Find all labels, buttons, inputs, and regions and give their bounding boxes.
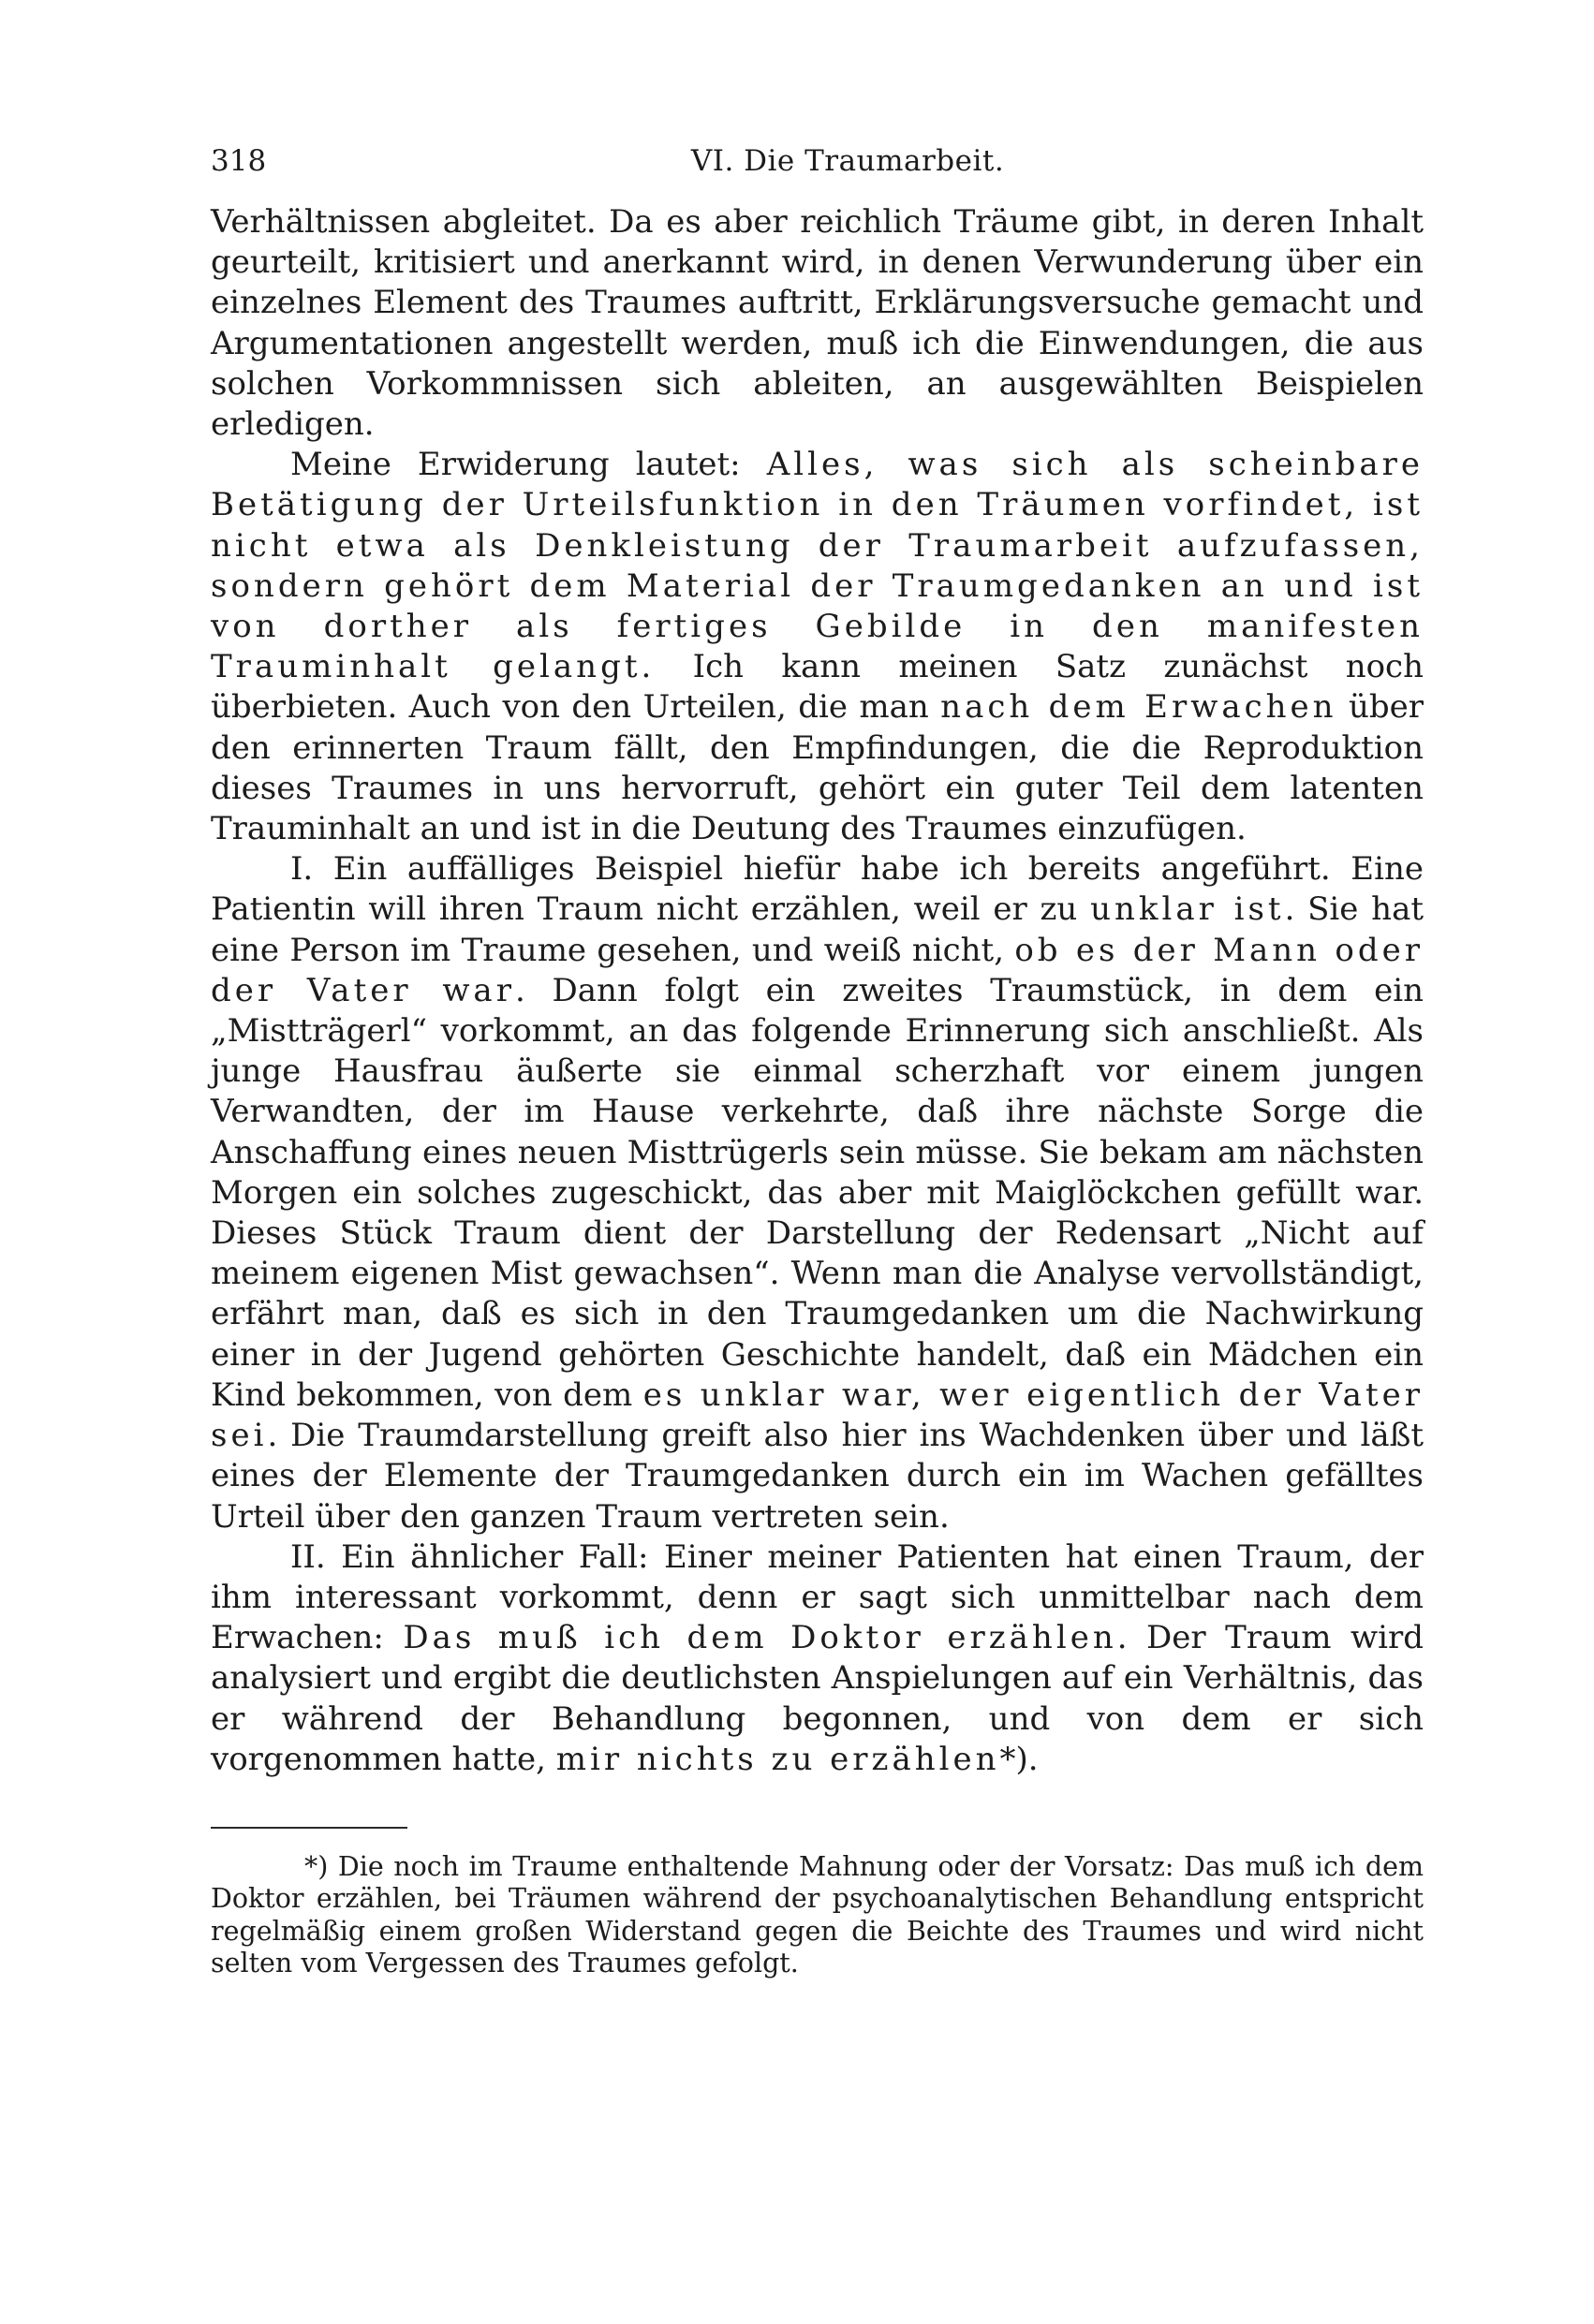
footnote: [211, 1851, 1424, 1980]
paragraph-text: Verhältnissen abgleitet. Da es aber reichlich Träume gibt, in deren Inhalt geurteilt, kritisiert und anerkannt wird, in denen Verwunderung über ein einzelnes Element des Traumes auftritt, Erklärungsversuche gemacht und Argumentationen angestellt werden, muß ich die Einwendungen, die aus solchen Vorkommnissen sich ableiten, an ausgewählten Beispielen erledigen.: [211, 203, 1424, 444]
paragraph-text: II. Ein ähnlicher Fall: Einer meiner Patienten hat einen Traum, der ihm interessant vorkommt, denn er sagt sich unmittelbar nach dem Erwachen:: [211, 1537, 1424, 1657]
emphasis-text: nach dem Erwachen: [940, 688, 1337, 727]
emphasis-text: Das muß ich dem Doktor erzählen: [403, 1619, 1117, 1657]
footnote-text: *) Die noch im Traume enthaltende Mahnung oder der Vorsatz: Das muß ich dem Doktor erzählen, bei Träumen während der psychoanalytischen Behandlung entspricht regelmäßig einem großen Widerstand gegen die Beichte des Traumes und wird nicht selten vom Vergessen des Traumes gefolgt.: [211, 1850, 1424, 1979]
paragraph-text: . Die Traumdarstellung greift also hier ins Wachdenken über und läßt eines der Elemente der Traumgedanken durch ein im Wachen gefälltes Urteil über den ganzen Traum vertreten sein.: [211, 1417, 1424, 1536]
paragraph-2: [211, 445, 1424, 849]
paragraph-3: [211, 849, 1424, 1537]
paragraph-text: Meine Erwiderung lautet:: [290, 446, 767, 484]
paragraph-text: . Der Traum wird analysiert und ergibt die deutlichsten Anspielungen auf ein Verhältnis, das er während der Behandlung begonnen, und von dem er sich vorgenommen hatte,: [211, 1619, 1424, 1778]
paragraph-text: über den erinnerten Traum fällt, den Empfindungen, die die Reproduktion dieses Traumes in uns hervorruft, gehört ein guter Teil dem latenten Trauminhalt an und ist in die Deutung des Traumes einzufügen.: [211, 688, 1424, 848]
paragraph-text: *).: [999, 1740, 1039, 1778]
emphasis-text: ob es der Mann oder der Vater war: [211, 931, 1424, 1009]
body-text: [211, 202, 1424, 1780]
emphasis-text: mir nichts zu erzählen: [555, 1740, 1000, 1778]
paragraph-text: . Dann folgt ein zweites Traumstück, in dem ein „Mistträgerl“ vorkommt, an das folgende Erinnerung sich anschließt. Als junge Hausfrau äußerte sie einmal scherzhaft vor einem jungen Verwandten, der im Hause verkehrte, daß ihre nächste Sorge die Anschaffung eines neuen Misttrügerls sein müsse. Sie bekam am nächsten Morgen ein solches zugeschickt, das aber mit Maiglöckchen gefüllt war. Dieses Stück Traum dient der Darstellung der Redensart „Nicht auf meinem eigenen Mist gewachsen“. Wenn man die Analyse vervollständigt, erfährt man, daß es sich in den Traumgedanken um die Nachwirkung einer in der Jugend gehörten Geschichte handelt, daß ein Mädchen ein Kind bekommen, von dem: [211, 971, 1424, 1414]
running-head: [211, 140, 1424, 185]
paragraph-text: I. Ein auffälliges Beispiel hiefür habe ich bereits angeführt. Eine Patientin will ihren Traum nicht erzählen, weil er zu: [211, 850, 1424, 929]
emphasis-text: Alles, was sich als scheinbare Betätigung der Urteilsfunktion in den Träumen vorfindet, ist nicht etwa als Denkleistung der Traumarbeit aufzufassen, sondern gehört dem Material der Traumgedanken an und ist von dorther als fertiges Gebilde in den manifesten Trauminhalt gelangt.: [211, 446, 1424, 686]
book-page: [211, 140, 1424, 1980]
paragraph-4: [211, 1537, 1424, 1780]
paragraph-1: [211, 202, 1424, 445]
page-number: 318: [211, 144, 267, 178]
footnote-divider: [211, 1827, 407, 1829]
emphasis-text: unklar ist: [1090, 890, 1285, 929]
paragraph-text: . Sie hat eine Person im Traume gesehen, und weiß nicht,: [211, 890, 1424, 969]
emphasis-text: es unklar war, wer eigentlich der Vater sei: [211, 1375, 1424, 1455]
paragraph-text: Ich kann meinen Satz zunächst noch überbieten. Auch von den Urteilen, die man: [211, 648, 1424, 727]
chapter-title: VI. Die Traumarbeit.: [690, 144, 1005, 178]
